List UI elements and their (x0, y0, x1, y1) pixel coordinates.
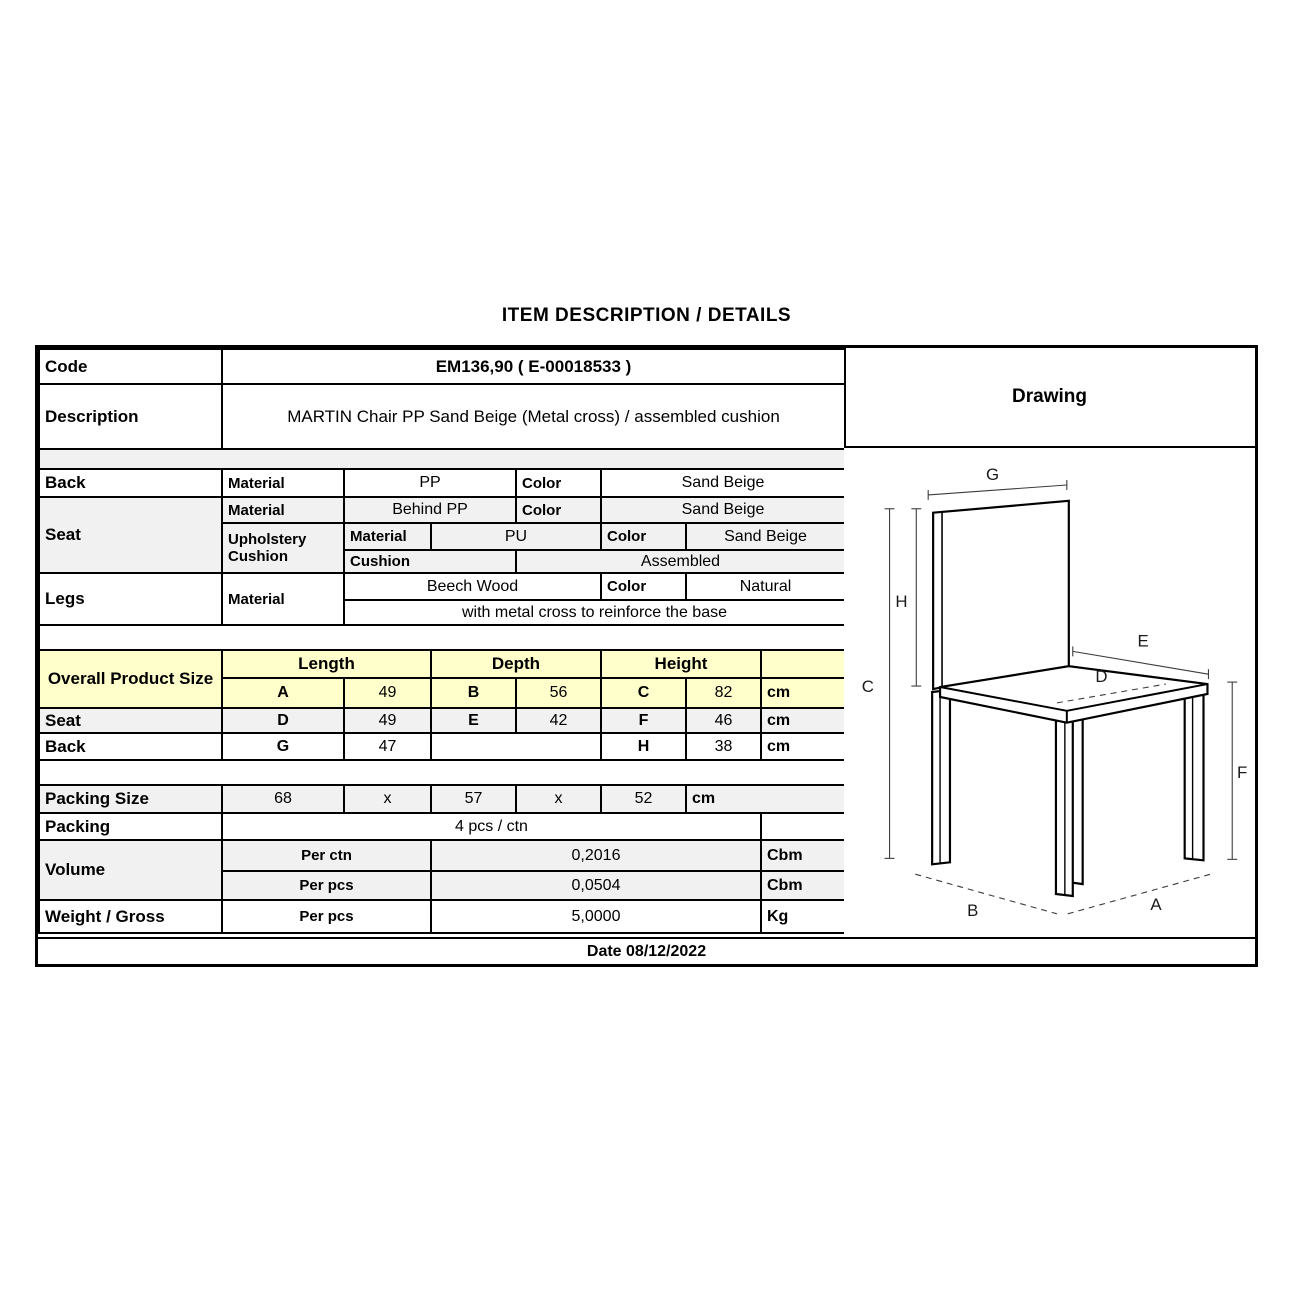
description-value: MARTIN Chair PP Sand Beige (Metal cross) / assembled cushion (287, 406, 780, 426)
back-dims-unit: cm (761, 733, 845, 760)
back-height-letter: H (601, 733, 686, 760)
overall-depth-letter: B (431, 678, 516, 708)
volume-per-ctn-label: Per ctn (222, 840, 431, 871)
dim-label-H: H (895, 591, 908, 611)
back-length-value: 47 (344, 733, 431, 760)
volume-per-pcs-unit: Cbm (761, 871, 845, 900)
packing-size-dim3: 52 (601, 785, 686, 813)
overall-length-value: 49 (344, 678, 431, 708)
drawing-panel (844, 348, 1255, 937)
packing-label: Packing (39, 813, 222, 840)
drawing-area (844, 448, 1255, 937)
overall-height-letter: C (601, 678, 686, 708)
seat-material-label: Material (222, 497, 344, 523)
spec-sheet (35, 345, 1258, 967)
legs-color-value: Natural (686, 573, 845, 600)
code-label: Code (39, 349, 222, 384)
seat-cushion-label: Cushion (344, 550, 516, 573)
spacer-row (39, 449, 845, 469)
weight-per-pcs-label: Per pcs (222, 900, 431, 933)
overall-unit: cm (761, 678, 845, 708)
back-color-label: Color (516, 469, 601, 497)
packing-size-unit: cm (686, 785, 845, 813)
sizes-height-header: Height (601, 650, 761, 678)
seat-dims-unit: cm (761, 708, 845, 733)
drawing-header: Drawing (844, 348, 1255, 448)
packing-size-dim2: 57 (431, 785, 516, 813)
back-length-letter: G (222, 733, 344, 760)
seat-material-value: Behind PP (344, 497, 516, 523)
back-color-value: Sand Beige (601, 469, 845, 497)
seat-depth-value: 42 (516, 708, 601, 733)
seat-color-label: Color (516, 497, 601, 523)
seat-height-value: 46 (686, 708, 761, 733)
spec-table-panel (38, 348, 844, 937)
packing-empty (761, 813, 845, 840)
seat-label: Seat (39, 497, 222, 573)
overall-depth-value: 56 (516, 678, 601, 708)
spec-table (38, 348, 846, 934)
weight-per-pcs-value: 5,0000 (431, 900, 761, 933)
spacer-row (39, 625, 845, 650)
packing-size-sep1: x (344, 785, 431, 813)
seat-depth-letter: E (431, 708, 516, 733)
legs-material-value: Beech Wood (344, 573, 601, 600)
dim-label-C: C (861, 676, 874, 696)
dim-label-A: A (1150, 894, 1162, 914)
overall-height-value: 82 (686, 678, 761, 708)
description-label: Description (39, 384, 222, 449)
code-value: EM136,90 ( E-00018533 ) (222, 349, 845, 384)
chair-technical-drawing (844, 448, 1255, 932)
back-material-label: Material (222, 469, 344, 497)
legs-label: Legs (39, 573, 222, 625)
volume-per-pcs-value: 0,0504 (431, 871, 761, 900)
date-value: Date 08/12/2022 (586, 942, 707, 960)
seat-uph-color-value: Sand Beige (686, 523, 845, 550)
back-dims-label: Back (39, 733, 222, 760)
sizes-unit-header (761, 650, 845, 678)
seat-uph-color-label: Color (601, 523, 686, 550)
dim-label-D: D (1095, 667, 1108, 687)
volume-per-pcs-label: Per pcs (222, 871, 431, 900)
seat-length-letter: D (222, 708, 344, 733)
packing-size-dim1: 68 (222, 785, 344, 813)
seat-uph-material-label: Material (344, 523, 431, 550)
seat-length-value: 49 (344, 708, 431, 733)
seat-upholstery-label: Upholstery Cushion (222, 523, 344, 573)
packing-value: 4 pcs / ctn (222, 813, 761, 840)
volume-label: Volume (39, 840, 222, 900)
sizes-group-label: Overall Product Size (39, 650, 222, 708)
date-row (38, 937, 1255, 964)
seat-cushion-value: Assembled (516, 550, 845, 573)
spacer-row (39, 760, 845, 785)
dim-label-F: F (1236, 763, 1248, 783)
seat-color-value: Sand Beige (601, 497, 845, 523)
overall-length-letter: A (222, 678, 344, 708)
back-label: Back (39, 469, 222, 497)
seat-dims-label: Seat (39, 708, 222, 733)
legs-material-label: Material (222, 573, 344, 625)
dim-label-E: E (1137, 631, 1149, 651)
volume-per-ctn-value: 0,2016 (431, 840, 761, 871)
page-title: ITEM DESCRIPTION / DETAILS (501, 305, 792, 326)
dim-label-G: G (986, 465, 1000, 485)
weight-label: Weight / Gross (39, 900, 222, 933)
legs-color-label: Color (601, 573, 686, 600)
seat-height-letter: F (601, 708, 686, 733)
back-height-value: 38 (686, 733, 761, 760)
description-value-cell (222, 384, 845, 449)
seat-uph-material-value: PU (431, 523, 601, 550)
packing-size-label: Packing Size (39, 785, 222, 813)
dim-label-B: B (967, 900, 979, 920)
volume-per-ctn-unit: Cbm (761, 840, 845, 871)
sizes-length-header: Length (222, 650, 431, 678)
sizes-depth-header: Depth (431, 650, 601, 678)
packing-size-sep2: x (516, 785, 601, 813)
back-dims-empty (431, 733, 601, 760)
legs-note: with metal cross to reinforce the base (344, 600, 845, 625)
back-material-value: PP (344, 469, 516, 497)
weight-unit: Kg (761, 900, 845, 933)
